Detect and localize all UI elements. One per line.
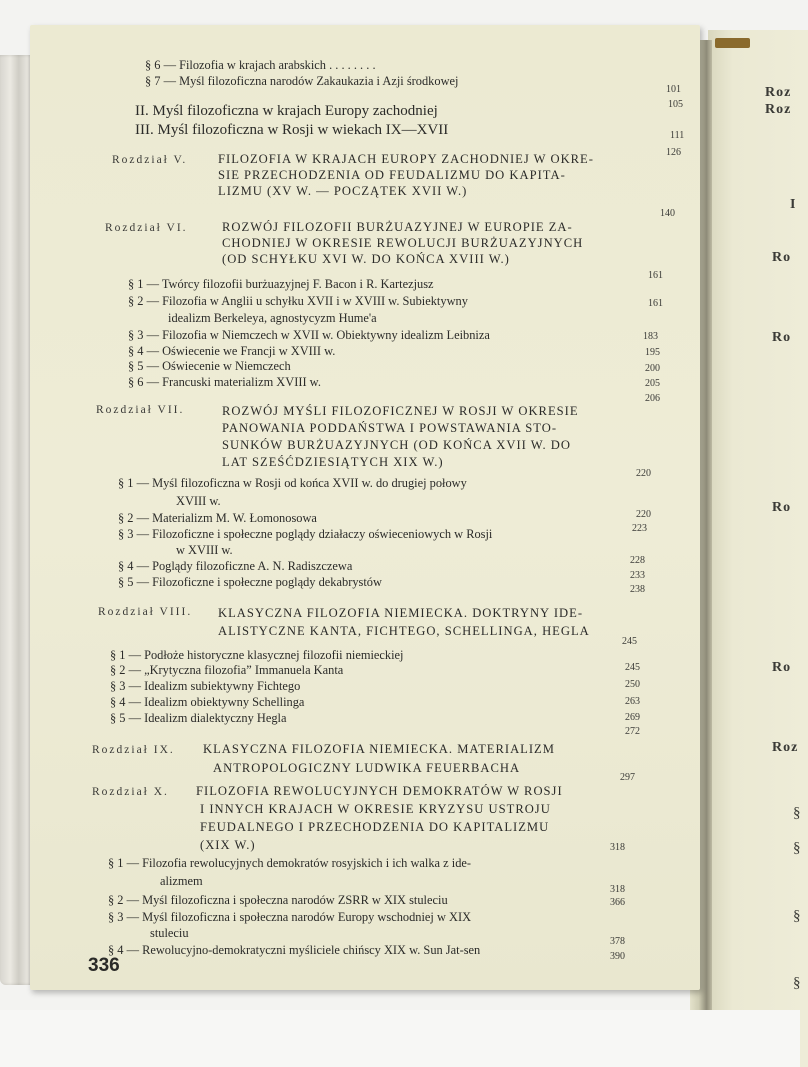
chapter-title-line: LAT SZEŚĆDZIESIĄTYCH XIX W.) [222,455,444,469]
chapter-label: Rozdział VI. [105,222,188,234]
toc-section: § 6 — Francuski materializm XVIII w. [128,375,321,389]
chapter-title-line: KLASYCZNA FILOZOFIA NIEMIECKA. MATERIALIZM [203,742,555,756]
chapter-title-line: CHODNIEJ W OKRESIE REWOLUCJI BURŻUAZYJNYCH [222,236,584,250]
toc-section: § 4 — Poglądy filozoficzne A. N. Radiszczewa [118,559,353,573]
toc-section: XVIII w. [176,494,221,508]
toc-page: 238 [630,584,645,595]
chapter-label: Rozdział VIII. [98,606,193,618]
toc-page: 200 [645,363,660,374]
right-fragment: Roz [765,85,792,100]
toc-page: 245 [625,662,640,673]
toc-section: § 3 — Filozoficzne i społeczne poglądy działaczy oświeceniowych w Rosji [118,527,493,541]
toc-page: 318 [610,842,625,853]
toc-section: § 7 — Myśl filozoficzna narodów Zakaukazia i Azji środkowej [145,74,459,88]
chapter-title-line: SUNKÓW BURŻUAZYJNYCH (OD KOŃCA XVII W. DO [222,438,571,452]
chapter-title-line: KLASYCZNA FILOZOFIA NIEMIECKA. DOKTRYNY IDE- [218,606,584,620]
chapter-label: Rozdział V. [112,154,188,166]
toc-section: § 5 — Filozoficzne i społeczne poglądy dekabrystów [118,575,382,589]
chapter-title-line: ROZWÓJ MYŚLI FILOZOFICZNEJ W ROSJI W OKRESIE [222,404,579,418]
toc-section: § 5 — Oświecenie w Niemczech [128,359,291,373]
chapter-title-line: ROZWÓJ FILOZOFII BURŻUAZYJNEJ W EUROPIE ZA- [222,220,573,234]
toc-section: alizmem [160,874,203,888]
chapter-title-line: (XIX W.) [200,838,256,852]
toc-section: § 5 — Idealizm dialektyczny Hegla [110,711,287,725]
toc-section: § 6 — Filozofia w krajach arabskich . . . . . . . . [145,58,376,72]
toc-section: § 3 — Idealizm subiektywny Fichtego [110,679,301,693]
toc-page: 101 [666,84,681,95]
toc-section: § 2 — Myśl filozoficzna i społeczna narodów ZSRR w XIX stuleciu [108,893,448,907]
toc-section: § 3 — Filozofia w Niemczech w XVII w. Obiektywny idealizm Leibniza [128,328,490,342]
chapter-title-line: (OD SCHYŁKU XVI W. DO KOŃCA XVIII W.) [222,252,510,266]
toc-page: 161 [648,298,663,309]
toc-section: § 4 — Rewolucyjno-demokratyczni myśliciele chińscy XIX w. Sun Jat-sen [108,943,481,957]
toc-section: § 1 — Twórcy filozofii burżuazyjnej F. Bacon i R. Kartezjusz [128,277,434,291]
toc-page: 250 [625,679,640,690]
toc-page: 105 [668,99,683,110]
toc-page: 126 [666,147,681,158]
background [0,1010,800,1067]
toc-page: 297 [620,772,635,783]
right-fragment: § [793,975,802,991]
toc-section: stuleciu [150,926,189,940]
chapter-title-line: PANOWANIA PODDAŃSTWA I POWSTAWANIA STO- [222,421,558,435]
right-fragment: Ro [772,330,792,345]
right-fragment: § [793,805,802,821]
toc-page: 161 [648,270,663,281]
chapter-title-line: I INNYCH KRAJACH W OKRESIE KRYZYSU USTROJU [200,802,551,816]
toc-page: 318 [610,884,625,895]
chapter-title-line: FILOZOFIA REWOLUCYJNYCH DEMOKRATÓW W ROSJI [196,784,563,798]
right-fragment: Ro [772,660,792,675]
chapter-label: Rozdział VII. [96,404,185,416]
toc-section: § 2 — Materializm M. W. Łomonosowa [118,511,317,525]
toc-page: 195 [645,347,660,358]
toc-page: 205 [645,378,660,389]
chapter-title-line: ANTROPOLOGICZNY LUDWIKA FEUERBACHA [213,761,521,775]
toc-page: 228 [630,555,645,566]
toc-page: 245 [622,636,637,647]
toc-page: 140 [660,208,675,219]
right-fragment: § [793,908,802,924]
toc-page: 263 [625,696,640,707]
toc-section: § 1 — Filozofia rewolucyjnych demokratów rosyjskich i ich walka z ide- [108,856,472,870]
toc-page: 233 [630,570,645,581]
page-number: 336 [88,955,120,976]
toc-page: 272 [625,726,640,737]
toc-section: w XVIII w. [176,543,233,557]
toc-page: 206 [645,393,660,404]
right-fragment: I [790,197,797,212]
right-fragment: § [793,840,802,856]
bookmark-ribbon [715,38,750,48]
chapter-title-line: FILOZOFIA W KRAJACH EUROPY ZACHODNIEJ W OKRE- [218,152,594,166]
toc-section: § 4 — Idealizm obiektywny Schellinga [110,695,305,709]
chapter-title-line: ALISTYCZNE KANTA, FICHTEGO, SCHELLINGA, HEGLA [218,624,590,638]
toc-page: 220 [636,468,651,479]
right-fragment: Roz [772,740,799,755]
toc-section: § 1 — Myśl filozoficzna w Rosji od końca XVII w. do drugiej połowy [118,476,467,490]
toc-page: 269 [625,712,640,723]
toc-section: § 2 — Filozofia w Anglii u schyłku XVII i w XVIII w. Subiektywny [128,294,468,308]
chapter-title-line: FEUDALNEGO I PRZECHODZENIA DO KAPITALIZMU [200,820,550,834]
right-fragment: Roz [765,102,792,117]
toc-section: § 2 — „Krytyczna filozofia” Immanuela Kanta [110,663,344,677]
toc-page: 390 [610,951,625,962]
toc-page: 378 [610,936,625,947]
page-stack-edge [0,55,34,985]
toc-page: 366 [610,897,625,908]
chapter-label: Rozdział IX. [92,744,175,756]
toc-page: 220 [636,509,651,520]
chapter-title-line: LIZMU (XV W. — POCZĄTEK XVII W.) [218,184,468,198]
right-fragment: Ro [772,500,792,515]
toc-part: III. Myśl filozoficzna w Rosji w wiekach IX—XVII [135,122,449,138]
toc-part: II. Myśl filozoficzna w krajach Europy zachodniej [135,103,438,119]
toc-section: § 3 — Myśl filozoficzna i społeczna narodów Europy wschodniej w XIX [108,910,472,924]
right-fragment: Ro [772,250,792,265]
toc-page: 223 [632,523,647,534]
toc-section: § 4 — Oświecenie we Francji w XVIII w. [128,344,336,358]
toc-page: 183 [643,331,658,342]
chapter-label: Rozdział X. [92,786,169,798]
toc-page: 111 [670,130,685,141]
chapter-title-line: SIE PRZECHODZENIA OD FEUDALIZMU DO KAPITA- [218,168,566,182]
toc-section: § 1 — Podłoże historyczne klasycznej filozofii niemieckiej [110,648,404,662]
toc-section: idealizm Berkeleya, agnostycyzm Hume'a [168,311,377,325]
